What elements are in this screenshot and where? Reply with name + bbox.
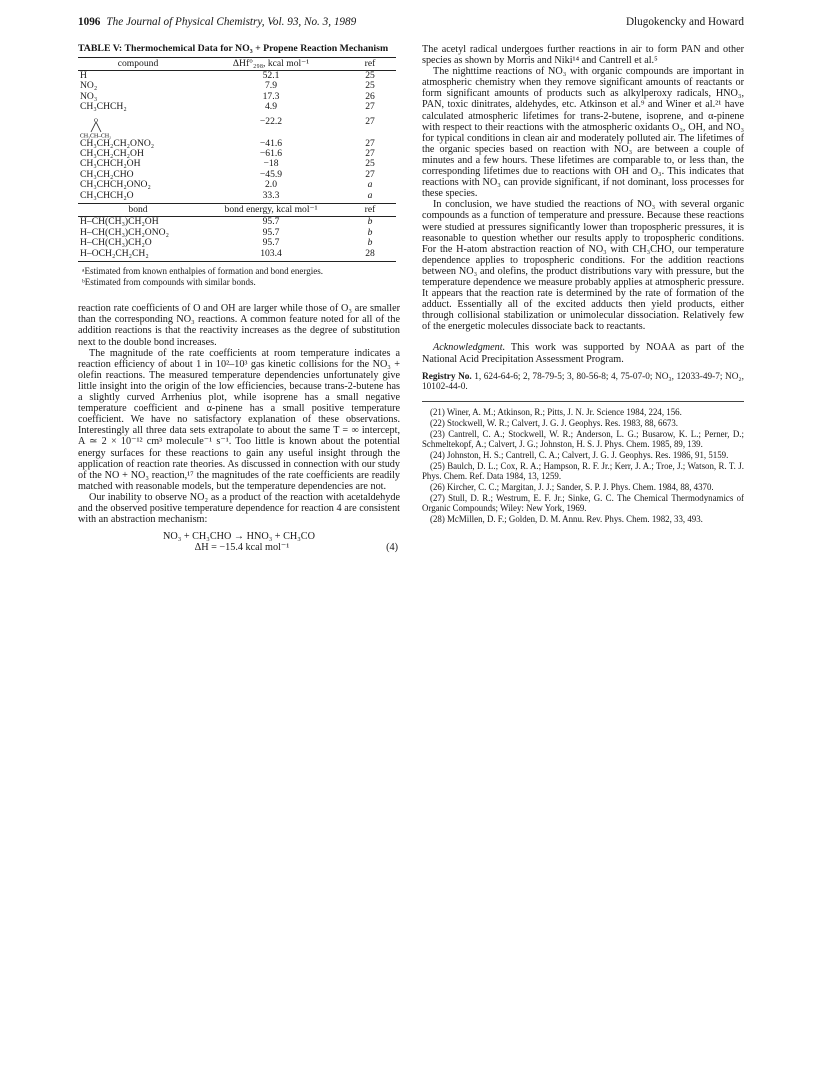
table-cell: 95.7 bbox=[262, 216, 280, 228]
footnote-b: ᵇEstimated from compounds with similar bonds. bbox=[82, 276, 256, 287]
registry-label: Registry No. bbox=[422, 371, 472, 382]
table-header-row bbox=[78, 57, 396, 70]
body-paragraph: Our inability to observe NO₂ as a product of the reaction with acetaldehyde and the observed positive temperature dependence for reaction 4 are consistent with an abstraction mechanism: bbox=[78, 491, 400, 526]
table-cell: −18 bbox=[263, 158, 279, 170]
table-cell: 7.9 bbox=[265, 80, 277, 92]
table-cell: 25 bbox=[365, 80, 375, 92]
registry-numbers bbox=[422, 372, 744, 393]
table-cell: H–OCH₂CH₂CH₂ bbox=[78, 249, 198, 262]
table-row bbox=[78, 249, 396, 262]
reference-item: (26) Kircher, C. C.; Margitan, J. J.; Sander, S. P. J. Phys. Chem. 1984, 88, 4370. bbox=[430, 481, 714, 492]
table-cell: −45.9 bbox=[259, 168, 283, 180]
table-cell: −41.6 bbox=[259, 137, 283, 149]
body-paragraph: The nighttime reactions of NO₃ with organic compounds are important in atmospheric chemistry when they remove significant amounts of reactants or form significant amounts of products such as alkylperoxy radicals, HNO₃, PAN, toxic dinitrates, aldehydes, etc. Atkinson et al.⁹ and Winer et al.²¹ have calculated atmospheric lifetimes for trans-2-butene, isoprene, and α-pinene with respect to their reactions with the atmospheric oxidants O₃, OH, and NO₃ for typical conditions in clean air and moderately polluted air. The lifetimes of the organic species based on reaction with NO₃ are between a couple of minutes and a few hours. These lifetimes are comparable to, or less than, the corresponding lifetimes due to reactions with OH and O₃. This indicates that reactions with NO₃ can provide significant, if not dominant, loss processes for these species. bbox=[422, 66, 744, 200]
page-number: 1096 bbox=[78, 16, 101, 28]
table-header-bond-energy: bond energy, kcal mol⁻¹ bbox=[198, 204, 344, 217]
table-cell: 27 bbox=[365, 101, 375, 113]
table-cell: b bbox=[367, 226, 373, 238]
table-cell: H bbox=[80, 70, 87, 81]
body-paragraph: reaction rate coefficients of O and OH are larger while those of O₃ are smaller than the corresponding NO₃ reactions. A common feature noted for all of the addition reactions is that the reactivity increases as the degree of substitution next to the double bond increases. bbox=[78, 303, 400, 348]
table-row bbox=[78, 113, 396, 139]
thermochemical-table bbox=[78, 57, 396, 263]
reference-item: (23) Cantrell, C. A.; Stockwell, W. R.; Anderson, L. G.; Busarow, K. L.; Perner, D.; Schmeltekopf, A.; Calvert, J. G.; Johnston, H. S. J. Phys. Chem. 1985, 89, 139. bbox=[422, 429, 744, 450]
registry-text: 1, 624-64-6; 2, 78-79-5; 3, 80-56-8; 4, 75-07-0; NO₃, 12033-49-7; NO₂, 10102-44-0. bbox=[422, 371, 744, 393]
table-cell: CH₃CH₂CH₂OH bbox=[80, 148, 144, 160]
right-column bbox=[422, 44, 744, 525]
table-cell: CH₃CH₂CH₂ONO₂ bbox=[80, 137, 155, 149]
table-cell: H–CH(CH₃)CH₂O bbox=[80, 237, 152, 249]
table-row bbox=[78, 191, 396, 204]
header-authors: Dlugokencky and Howard bbox=[625, 16, 744, 28]
body-paragraph: In conclusion, we have studied the reactions of NO₃ with several organic compounds as a function of temperature and pressure. Because these reactions were studied at pressures significantly lower than tropospheric pressures, it is reasonable to question whether our results apply to tropospheric conditions. For the H-atom abstraction reaction of NO₃ with CH₃CHO, our temperature dependence applies to tropospheric conditions. For the addition reactions between NO₃ and olefins, the product distributions vary with pressure, but the temperature dependence we measure probably applies at atmospheric pressure. It appears that the reaction rate is determined by the rate of formation of the adduct. Essentially all of the excited adducts then yield products, either through collisional stabilization or unimolecular dissociation. Relatively few of the energetic molecules dissociate back to reactants. bbox=[422, 199, 744, 333]
table-cell: 27 bbox=[365, 137, 375, 149]
body-paragraph: The magnitude of the rate coefficients at room temperature indicates a reaction efficiency of about 1 in 10²–10³ gas kinetic collisions for the NO₃ + olefin reactions. The measured temperature dependencies unfortunately give little insight into the origin of the low efficiencies, because trans-2-butene has a slightly curved Arrhenius plot, while isoprene has a small negative temperature coefficient and α-pinene has a small positive temperature coefficient. We have no satisfactory explanation of these observations. Interestingly all three data sets extrapolate to about the same T = ∞ intercept, A ≃ 2 × 10⁻¹² cm³ molecule⁻¹ s⁻¹. Too little is known about the potential energy surfaces for these reactions to gain any useful insight through the application of reaction rate theories. As discussed in connection with our study of the NO + NO₃ reaction,¹⁷ the magnitudes of the rate coefficients are readily matched with reasonable models, but the temperature dependencies are not. bbox=[78, 347, 400, 492]
svg-text:O: O bbox=[94, 117, 98, 124]
reference-item: (24) Johnston, H. S.; Cantrell, C. A.; Calvert, J. G. J. Geophys. Res. 1986, 91, 5159. bbox=[430, 450, 729, 461]
bond-header-row bbox=[78, 204, 396, 217]
equation-enthalpy: ΔH = −15.4 kcal mol⁻¹ bbox=[194, 542, 290, 554]
table-cell: −22.2 bbox=[259, 115, 283, 127]
table-cell: 95.7 bbox=[262, 226, 280, 238]
structure-label: CH₃CH–CH₂ bbox=[80, 133, 112, 139]
table-cell: 25 bbox=[365, 158, 375, 170]
reference-item: (25) Baulch, D. L.; Cox, R. A.; Hampson, R. F. Jr.; Kerr, J. A.; Troe, J.; Watson, R. T. J. Phys. Chem. Ref. Data 1984, 13, 1259. bbox=[422, 460, 744, 481]
reference-item: (21) Winer, A. M.; Atkinson, R.; Pitts, J. N. Jr. Science 1984, 224, 156. bbox=[430, 407, 682, 418]
equation-number: (4) bbox=[386, 542, 398, 554]
table-cell: 27 bbox=[365, 115, 375, 127]
table-cell: 26 bbox=[365, 90, 375, 102]
references-list bbox=[422, 401, 744, 524]
table-cell: 17.3 bbox=[262, 90, 280, 102]
table-cell: a bbox=[367, 179, 373, 191]
propylene-oxide-structure-icon bbox=[80, 117, 124, 139]
table-cell: H–CH(CH₃)CH₂ONO₂ bbox=[80, 226, 169, 238]
table-cell: 28 bbox=[344, 249, 396, 262]
table-cell: 33.3 bbox=[198, 191, 344, 204]
table-cell: −61.6 bbox=[259, 148, 283, 160]
equation-4 bbox=[78, 531, 400, 553]
table-row bbox=[78, 81, 396, 91]
journal-title: The Journal of Physical Chemistry, Vol. 93, No. 3, 1989 bbox=[106, 16, 357, 28]
table-cell: 4.9 bbox=[265, 101, 277, 113]
table-header-bond: bond bbox=[78, 204, 198, 217]
table-row bbox=[78, 102, 396, 112]
table-cell: 52.1 bbox=[262, 70, 280, 81]
table-cell: b bbox=[367, 237, 373, 249]
footnote-a: ᵃEstimated from known enthalpies of formation and bond energies. bbox=[82, 266, 323, 277]
acknowledgment bbox=[422, 342, 744, 364]
reference-item: (22) Stockwell, W. R.; Calvert, J. G. J. Geophys. Res. 1983, 88, 6673. bbox=[430, 418, 678, 429]
table-cell: b bbox=[367, 216, 373, 228]
table-cell: CH₃CH₂CHO bbox=[80, 168, 134, 180]
header-left bbox=[78, 16, 356, 28]
table-caption: TABLE V: Thermochemical Data for NO₃ + Propene Reaction Mechanism bbox=[78, 43, 389, 54]
body-paragraph: The acetyl radical undergoes further reactions in air to form PAN and other species as shown by Morris and Niki¹⁴ and Cantrell et al.⁵ bbox=[422, 44, 744, 67]
table-cell: a bbox=[344, 191, 396, 204]
table-cell: CH₃CHCH₂O bbox=[78, 191, 198, 204]
table-header-enthalpy: ΔHf°₂₉₈, kcal mol⁻¹ bbox=[198, 57, 344, 70]
table-header-ref: ref bbox=[344, 57, 396, 70]
reference-item: (27) Stull, D. R.; Westrum, E. F. Jr.; Sinke, G. C. The Chemical Thermodynamics of Organic Compounds; Wiley: New York, 1969. bbox=[422, 492, 744, 513]
reference-item: (28) McMillen, D. F.; Golden, D. M. Annu. Rev. Phys. Chem. 1982, 33, 493. bbox=[430, 513, 703, 524]
table-cell: 2.0 bbox=[265, 179, 277, 191]
table-footnotes bbox=[78, 266, 400, 287]
table-row bbox=[78, 71, 396, 82]
table-cell: H–CH(CH₃)CH₂OH bbox=[80, 216, 159, 228]
acknowledgment-text: This work was supported by NOAA as part of the National Acid Precipitation Assessment Program. bbox=[422, 342, 744, 365]
table-cell: 103.4 bbox=[198, 249, 344, 262]
left-column bbox=[78, 44, 400, 553]
table-cell: 95.7 bbox=[262, 237, 280, 249]
table-cell: NO₂ bbox=[80, 80, 98, 92]
table-cell: 27 bbox=[365, 168, 375, 180]
equation-reaction: NO₃ + CH₃CHO → HNO₃ + CH₃CO bbox=[163, 531, 315, 543]
table-header-bond-ref: ref bbox=[344, 204, 396, 217]
table-cell: CH₃CHCH₂ONO₂ bbox=[80, 179, 151, 191]
table-cell: CH₃CHCH₂OH bbox=[80, 158, 141, 170]
table-cell: CH₃CHCH₂ bbox=[80, 101, 127, 113]
table-cell: NO₃ bbox=[80, 90, 98, 102]
table-cell bbox=[78, 113, 198, 139]
table-cell: 25 bbox=[365, 70, 375, 81]
table-cell: 27 bbox=[365, 148, 375, 160]
page-header bbox=[78, 16, 744, 34]
table-header-compound: compound bbox=[78, 57, 198, 70]
acknowledgment-heading: Acknowledgment. bbox=[433, 342, 506, 354]
